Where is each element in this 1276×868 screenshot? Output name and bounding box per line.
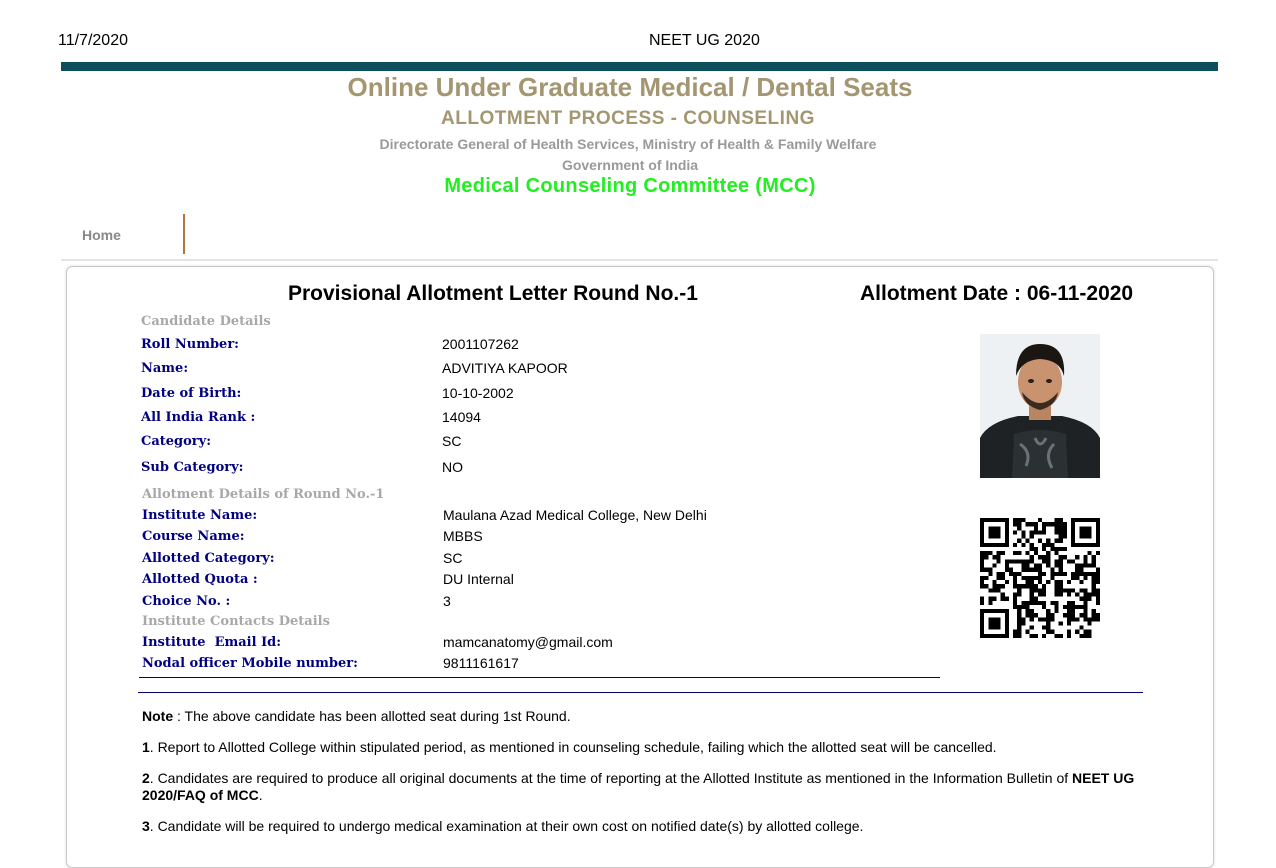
note-3-number: 3: [142, 818, 150, 834]
category-label: Category:: [141, 434, 212, 449]
directorate-text: Directorate General of Health Services, Ministry of Health & Family Welfare: [379, 136, 877, 152]
note-1-text: . Report to Allotted College within stipulated period, as mentioned in counseling schedule, failing which the allotted seat will be cancelled.: [149, 739, 997, 755]
note-2-bold-text: NEET UG 2020/FAQ of MCC: [142, 770, 1135, 803]
institute-email-label: Institute Email Id:: [142, 635, 282, 650]
institute-name-label: Institute Name:: [142, 508, 258, 523]
category-value: SC: [442, 433, 462, 449]
notes-divider: [138, 692, 1143, 693]
note-1-number: 1: [142, 739, 150, 755]
choice-number-label: Choice No. :: [142, 594, 231, 609]
allotted-category-value: SC: [443, 550, 463, 566]
nav-divider: [61, 259, 1218, 261]
allotment-section-title: Allotment Details of Round No.-1: [142, 487, 385, 502]
government-text: Government of India: [561, 157, 699, 173]
print-doc-title: NEET UG 2020: [649, 32, 760, 49]
letter-title: Provisional Allotment Letter Round No.-1: [288, 282, 698, 305]
allotted-category-label: Allotted Category:: [142, 551, 275, 566]
allotted-quota-label: Allotted Quota :: [142, 572, 258, 587]
note-3-text: . Candidate will be required to undergo medical examination at their own cost on notified date(s) by allotted college.: [149, 818, 864, 834]
allotted-quota-value: DU Internal: [443, 571, 514, 587]
photo-silhouette-icon: [980, 334, 1100, 478]
note-item-3: [142, 818, 1152, 835]
course-name-label: Course Name:: [142, 529, 245, 544]
print-date: 11/7/2020: [58, 32, 128, 49]
sub-category-value: NO: [442, 459, 463, 475]
nav-home-link[interactable]: Home: [82, 227, 121, 243]
dob-label: Date of Birth:: [141, 386, 242, 401]
candidate-section-title: Candidate Details: [141, 314, 271, 329]
note-line: [142, 708, 1152, 725]
rank-label: All India Rank :: [141, 410, 256, 425]
note-item-2: [142, 770, 1152, 804]
allotment-date: Allotment Date : 06-11-2020: [860, 282, 1134, 305]
contacts-section-title: Institute Contacts Details: [142, 614, 330, 629]
note-2-end: .: [258, 787, 263, 803]
candidate-photo: [980, 334, 1100, 478]
rank-value: 14094: [442, 409, 481, 425]
nodal-mobile-label: Nodal officer Mobile number:: [142, 656, 358, 671]
note-text: : The above candidate has been allotted seat during 1st Round.: [173, 708, 571, 724]
roll-number-label: Roll Number:: [141, 337, 239, 352]
nodal-mobile-value: 9811161617: [443, 655, 519, 671]
details-divider: [139, 677, 940, 678]
note-2-text: . Candidates are required to produce all original documents at the time of reporting at the Allotted Institute as mentioned in the Information Bulletin of: [149, 770, 1073, 786]
roll-number-value: 2001107262: [442, 336, 519, 352]
sub-category-label: Sub Category:: [141, 460, 244, 475]
qr-code-icon: [980, 518, 1100, 638]
note-2-number: 2: [142, 770, 150, 786]
note-item-1: [142, 739, 1152, 756]
committee-name: Medical Counseling Committee (MCC): [444, 175, 816, 197]
name-value: ADVITIYA KAPOOR: [442, 360, 568, 376]
institute-name-value: Maulana Azad Medical College, New Delhi: [443, 507, 707, 523]
course-name-value: MBBS: [443, 528, 483, 544]
institute-email-value: mamcanatomy@gmail.com: [443, 634, 613, 650]
note-label: Note: [142, 708, 174, 724]
dob-value: 10-10-2002: [442, 385, 514, 401]
top-color-bar: [61, 62, 1218, 71]
nav-separator: [183, 214, 185, 254]
site-title: Online Under Graduate Medical / Dental Seats: [347, 72, 913, 102]
choice-number-value: 3: [443, 593, 451, 609]
site-subtitle: ALLOTMENT PROCESS - COUNSELING: [441, 108, 815, 129]
name-label: Name:: [141, 361, 189, 376]
